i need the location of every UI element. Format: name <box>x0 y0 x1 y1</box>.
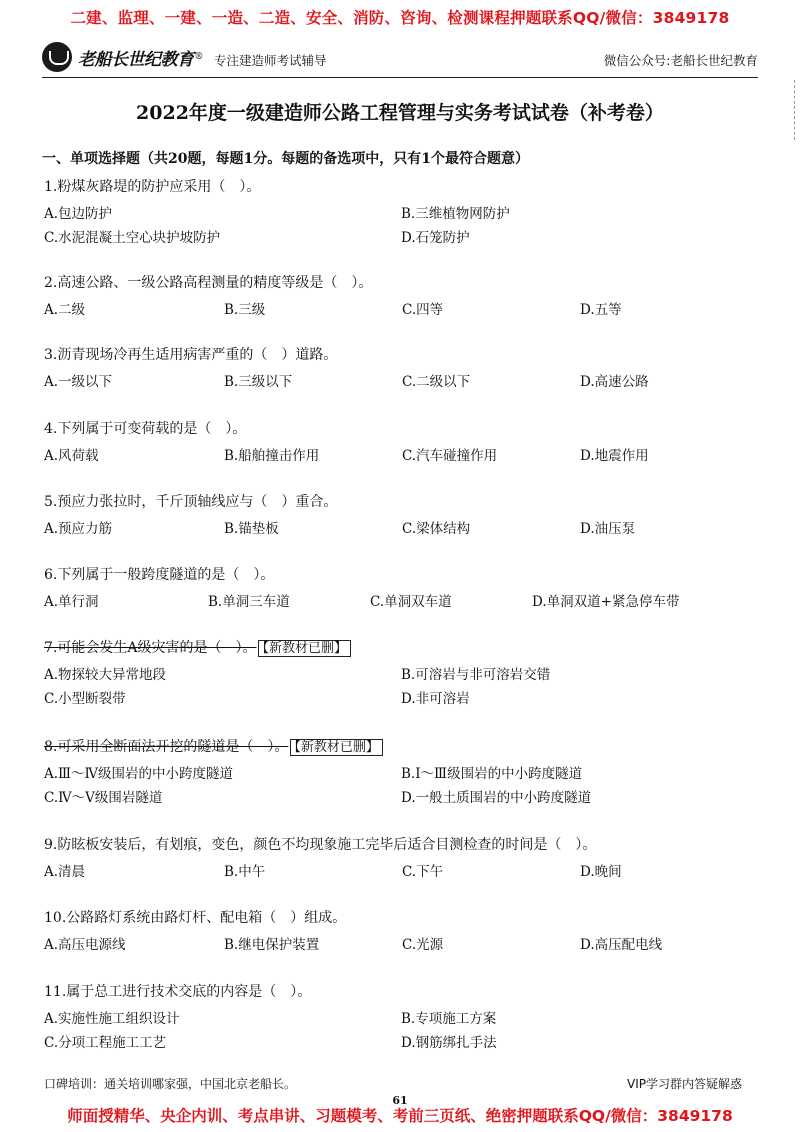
question-11 <box>0 981 800 1051</box>
option-c: C.四等 <box>402 302 444 318</box>
bottom-promo-banner: 师面授精华、央企内训、考点串讲、习题模考、考前三页纸、绝密押题联系QQ/微信：3849178 <box>67 1107 733 1125</box>
option-b: B.三级 <box>224 302 266 318</box>
option-c: C.二级以下 <box>402 374 471 390</box>
option-c: C.小型断裂带 <box>44 691 126 707</box>
registered-mark: ® <box>194 52 204 62</box>
option-c: C.单洞双车道 <box>370 594 452 610</box>
question-stem-text: 7.可能会发生A级灾害的是（ ）。 <box>44 640 257 656</box>
option-c: C.Ⅳ～Ⅴ级围岩隧道 <box>44 790 163 806</box>
header-tagline: 专注建造师考试辅导 <box>214 53 327 68</box>
question-stem <box>44 637 351 657</box>
question-5 <box>0 491 800 561</box>
option-d: D.五等 <box>580 302 622 318</box>
option-d: D.钢筋绑扎手法 <box>401 1035 497 1051</box>
option-b: B.可溶岩与非可溶岩交错 <box>401 667 551 683</box>
option-a: A.一级以下 <box>44 374 113 390</box>
option-c: C.下午 <box>402 864 444 880</box>
option-a: A.Ⅲ～Ⅳ级围岩的中小跨度隧道 <box>44 766 234 782</box>
option-b: B.中午 <box>224 864 266 880</box>
option-d: D.石笼防护 <box>401 230 470 246</box>
option-d: D.高速公路 <box>580 374 649 390</box>
question-7 <box>0 637 800 707</box>
question-6 <box>0 564 800 634</box>
option-b: B.锚垫板 <box>224 521 279 537</box>
option-c: C.汽车碰撞作用 <box>402 448 498 464</box>
question-4 <box>0 418 800 488</box>
option-a: A.清晨 <box>44 864 86 880</box>
option-c: C.光源 <box>402 937 444 953</box>
deleted-tag: 【新教材已删】 <box>290 739 383 756</box>
question-stem: 10.公路路灯系统由路灯杆、配电箱（ ）组成。 <box>44 910 347 926</box>
option-b: B.船舶撞击作用 <box>224 448 320 464</box>
option-a: A.实施性施工组织设计 <box>44 1011 180 1027</box>
option-d: D.一般土质围岩的中小跨度隧道 <box>401 790 592 806</box>
option-c: C.水泥混凝土空心块护坡防护 <box>44 230 221 246</box>
question-stem: 11.属于总工进行技术交底的内容是（ ）。 <box>44 984 312 1000</box>
brand-logo <box>42 42 204 72</box>
option-d: D.高压配电线 <box>580 937 663 953</box>
header-divider <box>42 77 758 78</box>
question-stem-text: 8.可采用全断面法开挖的隧道是（ ）。 <box>44 739 289 755</box>
option-d: D.地震作用 <box>580 448 649 464</box>
option-a: A.单行洞 <box>44 594 99 610</box>
option-c: C.梁体结构 <box>402 521 471 537</box>
option-a: A.风荷载 <box>44 448 99 464</box>
footer-vip-note: VIP学习群内答疑解惑 <box>627 1077 742 1091</box>
ship-logo-icon <box>42 42 72 72</box>
question-1 <box>0 176 800 246</box>
question-stem: 9.防眩板安装后，有划痕，变色，颜色不均现象施工完毕后适合目测检查的时间是（ ）。 <box>44 837 597 853</box>
question-stem: 4.下列属于可变荷载的是（ ）。 <box>44 421 247 437</box>
header-wechat: 微信公众号:老船长世纪教育 <box>603 53 758 68</box>
option-d: D.油压泵 <box>580 521 636 537</box>
option-b: B.三维植物网防护 <box>401 206 510 222</box>
option-d: D.晚间 <box>580 864 622 880</box>
question-stem: 2.高速公路、一级公路高程测量的精度等级是（ ）。 <box>44 275 373 291</box>
exam-title: 2022年度一级建造师公路工程管理与实务考试试卷（补考卷） <box>136 102 664 124</box>
question-stem <box>44 736 383 756</box>
option-b: B.Ⅰ～Ⅲ级围岩的中小跨度隧道 <box>401 766 583 782</box>
question-3 <box>0 344 800 414</box>
top-promo-banner: 二建、监理、一建、一造、二造、安全、消防、咨询、检测课程押题联系QQ/微信：3849178 <box>70 9 730 27</box>
question-stem: 5.预应力张拉时，千斤顶轴线应与（ ）重合。 <box>44 494 338 510</box>
page-header <box>42 40 758 80</box>
section-heading: 一、单项选择题（共20题，每题1分。每题的备选项中，只有1个最符合题意） <box>42 151 529 167</box>
option-d: D.非可溶岩 <box>401 691 470 707</box>
option-a: A.包边防护 <box>44 206 113 222</box>
option-a: A.预应力筋 <box>44 521 113 537</box>
question-stem: 3.沥青现场冷再生适用病害严重的（ ）道路。 <box>44 347 338 363</box>
option-b: B.三级以下 <box>224 374 293 390</box>
option-b: B.专项施工方案 <box>401 1011 497 1027</box>
question-stem: 1.粉煤灰路堤的防护应采用（ ）。 <box>44 179 261 195</box>
question-8 <box>0 736 800 806</box>
option-d: D.单洞双道+紧急停车带 <box>532 594 680 610</box>
question-stem: 6.下列属于一般跨度隧道的是（ ）。 <box>44 567 275 583</box>
deleted-tag: 【新教材已删】 <box>258 640 351 657</box>
question-9 <box>0 834 800 904</box>
option-a: A.物探较大异常地段 <box>44 667 167 683</box>
page-number: 61 <box>392 1094 408 1107</box>
option-c: C.分项工程施工工艺 <box>44 1035 167 1051</box>
option-b: B.继电保护装置 <box>224 937 320 953</box>
question-2 <box>0 272 800 342</box>
option-a: A.二级 <box>44 302 86 318</box>
option-a: A.高压电源线 <box>44 937 126 953</box>
question-10 <box>0 907 800 977</box>
footer-slogan: 口碑培训：通关培训哪家强，中国北京老船长。 <box>44 1077 297 1091</box>
option-b: B.单洞三车道 <box>208 594 290 610</box>
logo-text: 老船长世纪教育 <box>78 49 194 70</box>
